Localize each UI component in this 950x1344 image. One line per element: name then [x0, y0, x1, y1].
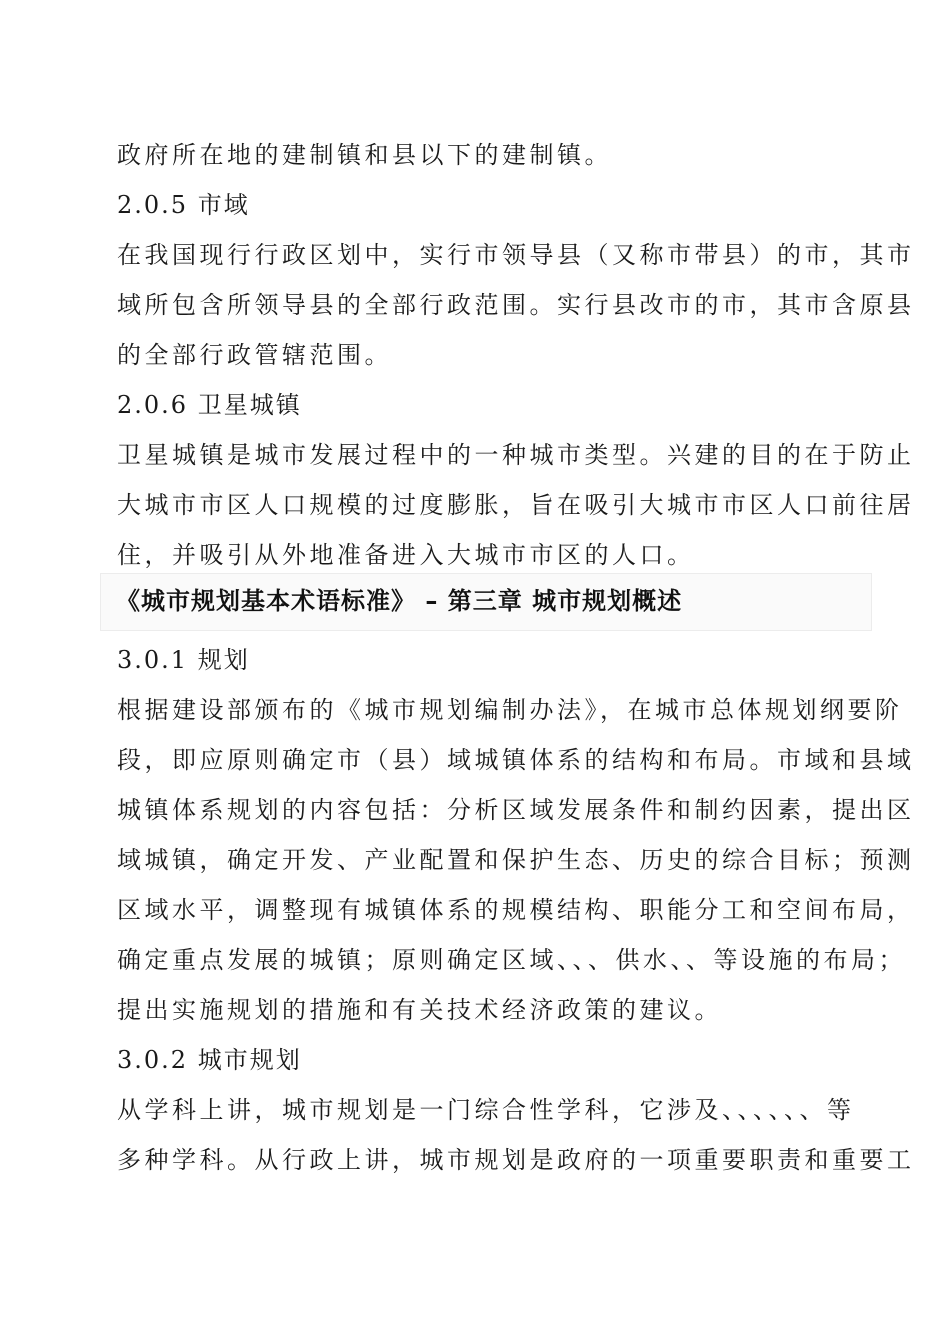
text-line: 域所包含所领导县的全部行政范围。实行县改市的市，其市含原县: [117, 291, 915, 319]
text-line: 在我国现行行政区划中，实行市领导县（又称市带县）的市，其市: [117, 241, 915, 269]
text-line: 住，并吸引从外地准备进入大城市市区的人口。: [117, 541, 695, 569]
text-line: 的全部行政管辖范围。: [117, 341, 392, 369]
term-heading-3-0-2: 3.0.2 城市规划: [117, 1046, 302, 1074]
text-line: 区域水平，调整现有城镇体系的规模结构、职能分工和空间布局，: [117, 896, 915, 924]
chapter-title: 《城市规划基本术语标准》 – 第三章 城市规划概述: [116, 587, 683, 615]
text-line: 根据建设部颁布的《城市规划编制办法》，在城市总体规划纲要阶: [117, 696, 903, 724]
text-line: 政府所在地的建制镇和县以下的建制镇。: [117, 141, 612, 169]
term-body-2-0-6: [117, 430, 915, 580]
term-body-3-0-2: [117, 1085, 915, 1185]
text-line: 域城镇，确定开发、产业配置和保护生态、历史的综合目标；预测: [117, 846, 915, 874]
term-heading-2-0-6: 2.0.6 卫星城镇: [117, 391, 302, 419]
term-heading-3-0-1: 3.0.1 规划: [117, 646, 250, 674]
text-line: 多种学科。从行政上讲，城市规划是政府的一项重要职责和重要工: [117, 1146, 915, 1174]
section-2-0: [117, 130, 915, 580]
term-heading-2-0-5: 2.0.5 市域: [117, 191, 250, 219]
text-line: 从学科上讲，城市规划是一门综合性学科，它涉及、、、、、、等: [117, 1096, 855, 1124]
text-line: 城镇体系规划的内容包括：分析区域发展条件和制约因素，提出区: [117, 796, 915, 824]
text-line: 大城市市区人口规模的过度膨胀，旨在吸引大城市市区人口前往居: [117, 491, 915, 519]
section-3-0: [117, 635, 915, 1185]
text-line: 确定重点发展的城镇；原则确定区域、、、供水、、等设施的布局；: [117, 946, 906, 974]
term-body-2-0-5: [117, 230, 915, 380]
term-body-3-0-1: [117, 685, 915, 1035]
text-line: 段，即应原则确定市（县）域城镇体系的结构和布局。市域和县域: [117, 746, 915, 774]
text-line: 提出实施规划的措施和有关技术经济政策的建议。: [117, 996, 722, 1024]
text-line: 卫星城镇是城市发展过程中的一种城市类型。兴建的目的在于防止: [117, 441, 915, 469]
